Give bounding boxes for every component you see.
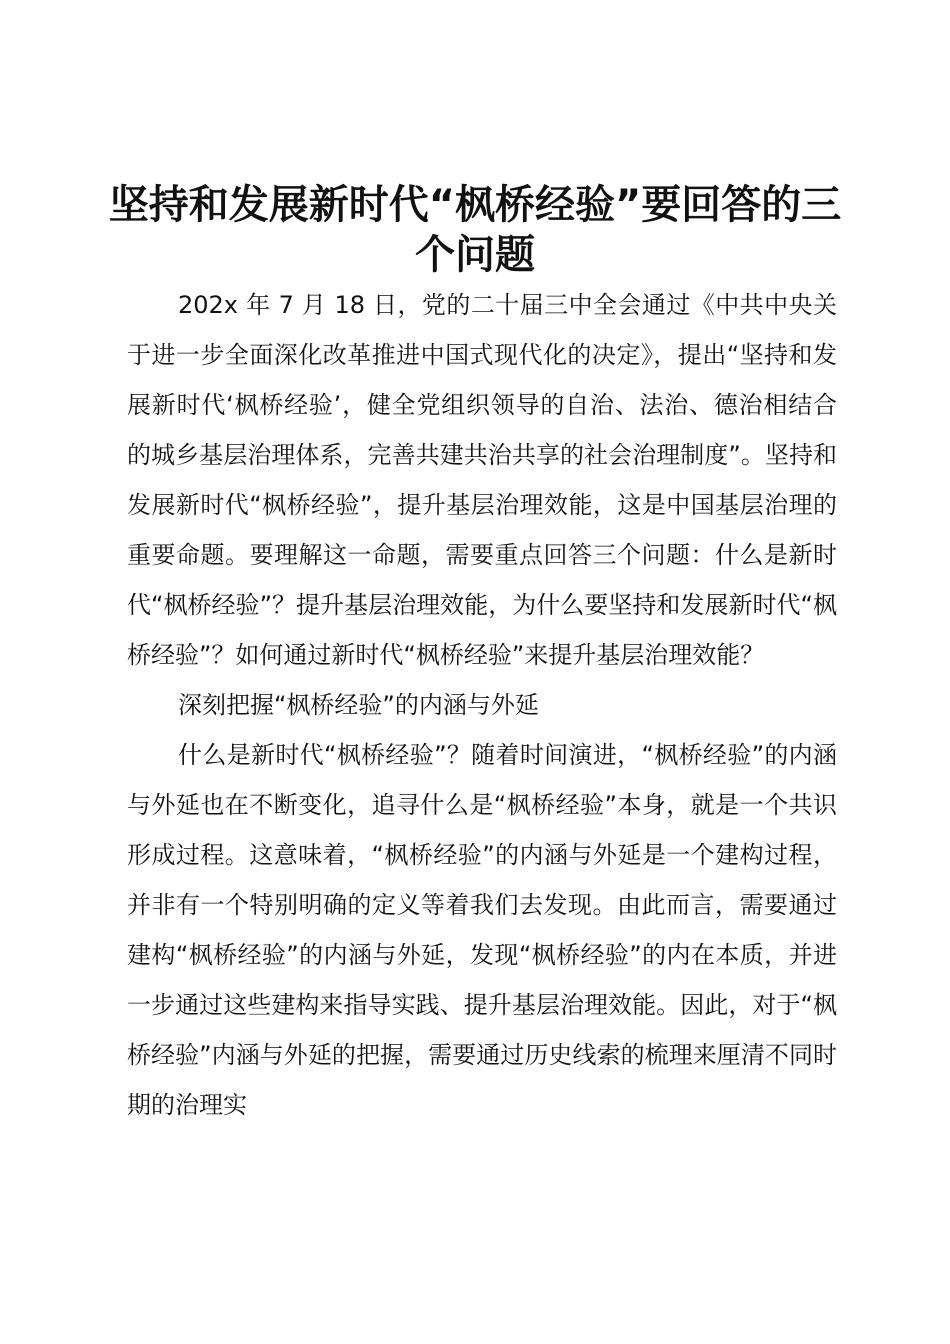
paragraph-intro: 202x 年 7 月 18 日，党的二十届三中全会通过《中共中央关于进一步全面深化改革推进中国式现代化的决定》，提出“坚持和发展新时代‘枫桥经验’，健全党组织领导的自治、法治、德治相结合的城乡基层治理体系，完善共建共治共享的社会治理制度”。坚持和发展新时代“枫桥经验”，提升基层治理效能，这是中国基层治理的重要命题。要理解这一命题，需要重点回答三个问题：什么是新时代“枫桥经验”？提升基层治理效能，为什么要坚持和发展新时代“枫桥经验”？如何通过新时代“枫桥经验”来提升基层治理效能？ [127, 291, 837, 669]
document-title: 坚持和发展新时代“枫桥经验”要回答的三个问题 [108, 182, 842, 278]
section-heading: 深刻把握“枫桥经验”的内涵与外延 [178, 691, 539, 719]
paragraph-section-1: 什么是新时代“枫桥经验”？随着时间演进，“枫桥经验”的内涵与外延也在不断变化，追寻什么是“枫桥经验”本身，就是一个共识形成过程。这意味着，“枫桥经验”的内涵与外延是一个建构过程，并非有一个特别明确的定义等着我们去发现。由此而言，需要通过建构“枫桥经验”的内涵与外延，发现“枫桥经验”的内在本质，并进一步通过这些建构来指导实践、提升基层治理效能。因此，对于“枫桥经验”内涵与外延的把握，需要通过历史线索的梳理来厘清不同时期的治理实 [127, 741, 837, 1119]
document-body [127, 280, 837, 1130]
